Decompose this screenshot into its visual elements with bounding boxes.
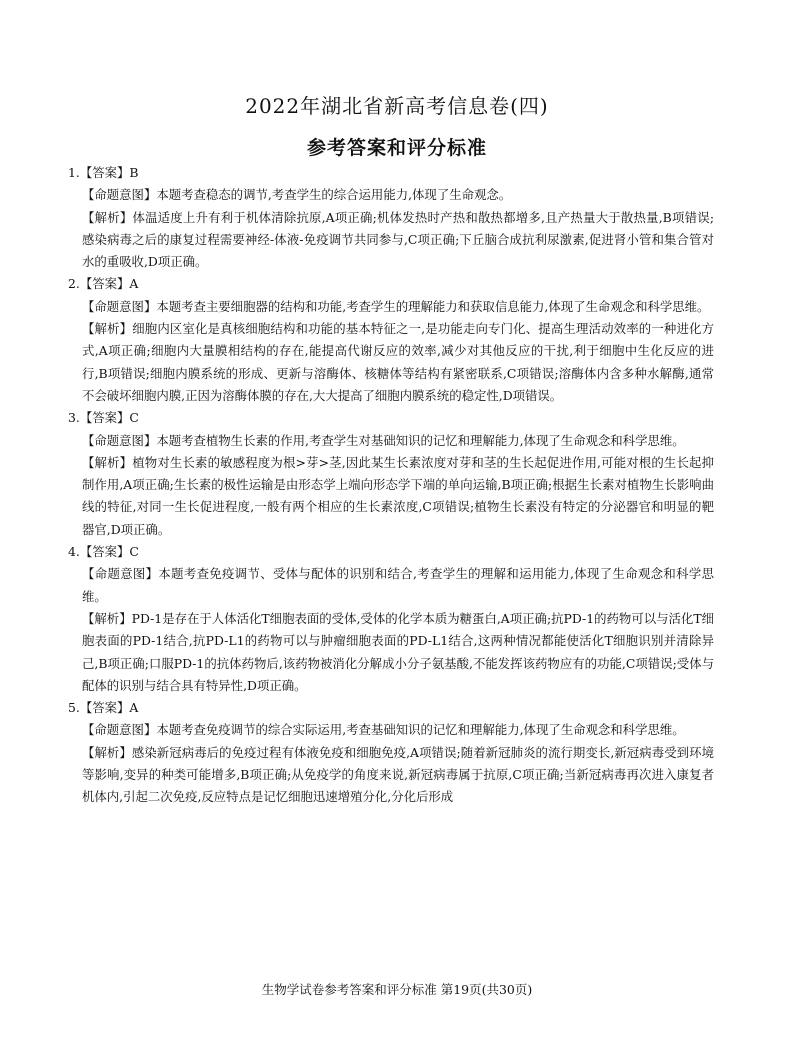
page-footer: 生物学试卷参考答案和评分标准 第19页(共30页) bbox=[261, 982, 533, 997]
intent-paragraph: 【命题意图】本题考查免疫调节、受体与配体的识别和结合,考查学生的理解和运用能力,体现了生命观念和科学思维。 bbox=[82, 566, 714, 604]
intent-paragraph: 【命题意图】本题考查免疫调节的综合实际运用,考查基础知识的记忆和理解能力,体现了生命观念和科学思维。 bbox=[82, 722, 685, 738]
analysis-paragraph: 【解析】体温适度上升有利于机体清除抗原,A项正确;机体发热时产热和散热都增多,且产热量大于散热量,B项错误;感染病毒之后的康复过程需要神经-体液-免疫调节共同参与,C项正确;下丘脑合成抗利尿激素,促进肾小管和集合管对水的重吸收,D项正确。 bbox=[82, 209, 714, 270]
analysis-paragraph: 【解析】PD-1是存在于人体活化T细胞表面的受体,受体的化学本质为糖蛋白,A项正确;抗PD-1的药物可以与活化T细胞表面的PD-1结合,抗PD-L1的药物可以与肿瘤细胞表面的PD-L1结合,这两种情况都能使活化T细胞识别并清除异己,B项正确;口服PD-1的抗体药物后,该药物被消化分解成小分子氨基酸,不能发挥该药物应有的功能,C项错误;受体与配体的识别与结合具有特异性,D项正确。 bbox=[82, 610, 714, 693]
answer-line: 4.【答案】C bbox=[68, 544, 139, 560]
analysis-paragraph: 【解析】细胞内区室化是真核细胞结构和功能的基本特征之一,是功能走向专门化、提高生理活动效率的一种进化方式,A项正确;细胞内大量膜相结构的存在,能提高代谢反应的效率,减少对其他反应的干扰,利于细胞中生化反应的进行,B项错误;细胞内膜系统的形成、更新与溶酶体、核糖体等结构有紧密联系,C项错误;溶酶体内含多种水解酶,通常不会破坏细胞内膜,正因为溶酶体膜的存在,大大提高了细胞内膜系统的稳定性,D项错误。 bbox=[82, 321, 714, 403]
page-title: 2022年湖北省新高考信息卷(四) bbox=[245, 94, 549, 118]
question-5 bbox=[68, 697, 714, 808]
page-subtitle: 参考答案和评分标准 bbox=[306, 137, 487, 159]
intent-paragraph: 【命题意图】本题考查主要细胞器的结构和功能,考查学生的理解能力和获取信息能力,体现了生命观念和科学思维。 bbox=[82, 298, 710, 314]
analysis-paragraph: 【解析】感染新冠病毒后的免疫过程有体液免疫和细胞免疫,A项错误;随着新冠肺炎的流行期变长,新冠病毒受到环境等影响,变异的种类可能增多,B项正确;从免疫学的角度来说,新冠病毒属于抗原,C项正确;当新冠病毒再次进入康复者机体内,引起二次免疫,反应特点是记忆细胞迅速增殖分化,分化后形成 bbox=[82, 744, 714, 805]
answer-line: 1.【答案】B bbox=[68, 165, 139, 180]
analysis-paragraph: 【解析】植物对生长素的敏感程度为根>芽>茎,因此某生长素浓度对芽和茎的生长起促进作用,可能对根的生长起抑制作用,A项正确;生长素的极性运输是由形态学上端向形态学下端的单向运输,B项正确;根据生长素对植物生长影响曲线的特征,对同一生长促进程度,一般有两个相应的生长素浓度,C项错误;植物生长素没有特定的分泌器官和明显的靶器官,D项正确。 bbox=[82, 454, 714, 537]
question-4 bbox=[68, 541, 714, 697]
answer-line: 2.【答案】A bbox=[68, 276, 139, 292]
answer-line: 5.【答案】A bbox=[68, 700, 139, 716]
answer-line: 3.【答案】C bbox=[68, 410, 139, 426]
question-2 bbox=[68, 273, 714, 407]
question-1 bbox=[68, 162, 714, 273]
answer-content bbox=[68, 162, 714, 809]
intent-paragraph: 【命题意图】本题考查植物生长素的作用,考查学生对基础知识的记忆和理解能力,体现了生命观念和科学思维。 bbox=[82, 432, 685, 448]
intent-paragraph: 【命题意图】本题考查稳态的调节,考查学生的综合运用能力,体现了生命观念。 bbox=[82, 187, 512, 203]
question-3 bbox=[68, 407, 714, 541]
